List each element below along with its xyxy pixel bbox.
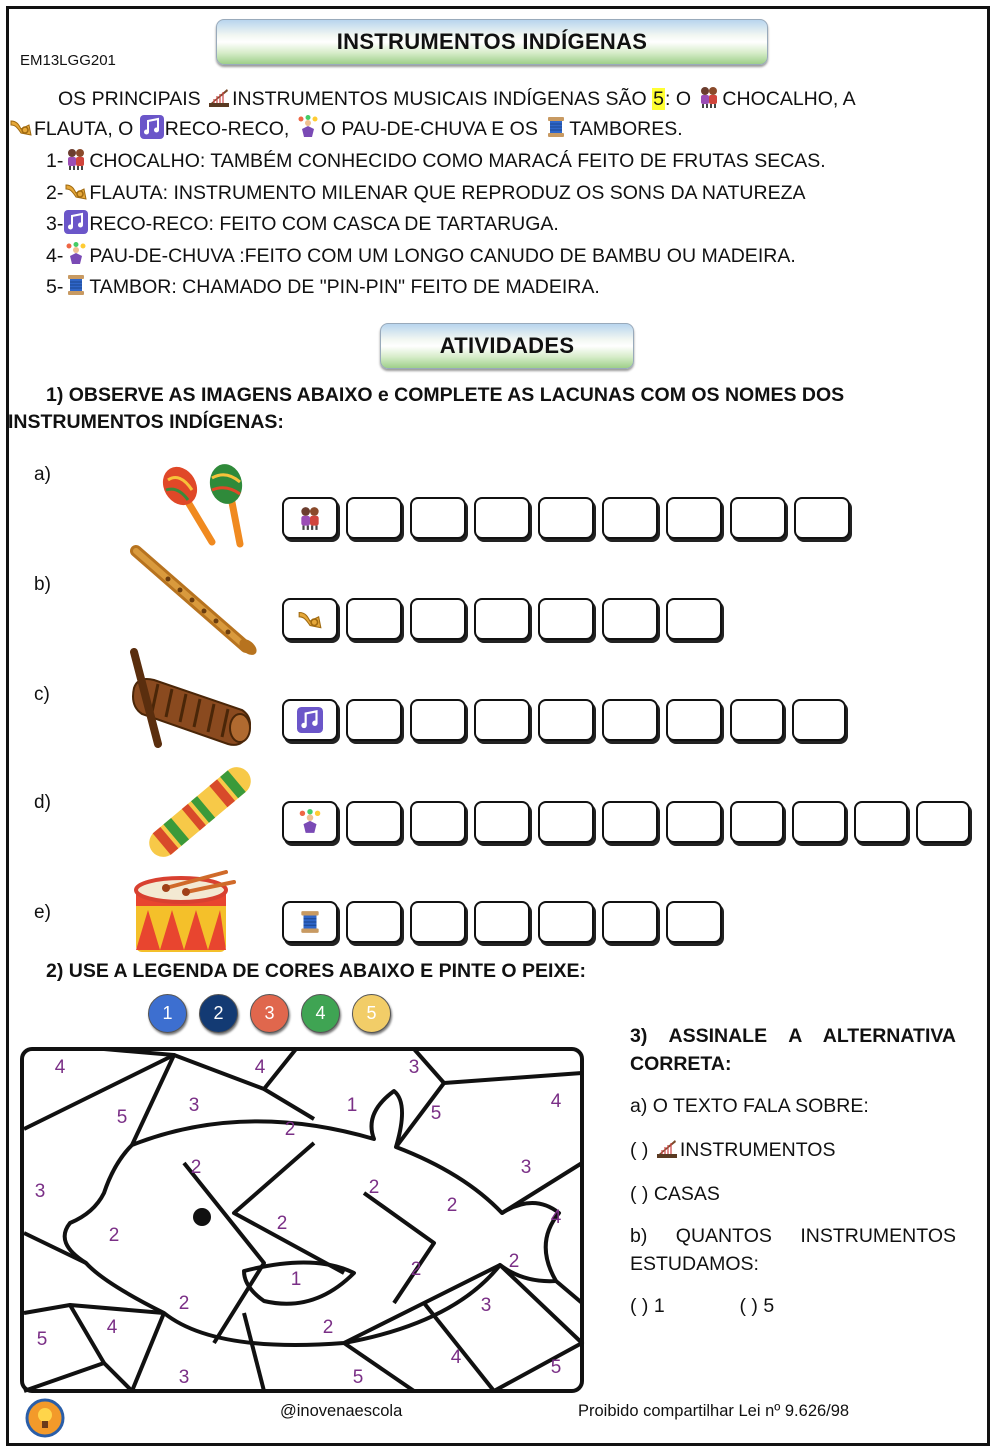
horn-icon [297,606,323,632]
list-number: 1- [46,150,64,172]
question-2: 2) USE A LEGENDA DE CORES ABAIXO E PINTE O PEIXE: [46,960,586,982]
options-b [630,1292,956,1320]
list-number: 2- [46,181,64,204]
fish-number: 5 [36,1329,48,1350]
juggler-icon [296,115,320,139]
list-text: RECO-RECO: FEITO COM CASCA DE TARTARUGA. [89,213,559,235]
intro-text-1a: OS PRINCIPAIS [58,88,207,110]
letter-box[interactable] [346,598,402,640]
curriculum-code: EM13LGG201 [20,52,116,69]
activities-banner [380,323,634,369]
horn-icon [9,115,33,139]
letter-box[interactable] [410,901,466,943]
letter-box[interactable] [666,901,722,943]
music-notes-icon [297,707,323,733]
fish-number: 2 [178,1293,190,1314]
intro-text-2d: TAMBORES. [569,118,683,140]
letter-box[interactable] [730,801,784,843]
hint-box [282,699,338,741]
list-number: 3- [46,213,64,235]
letter-box[interactable] [730,699,784,741]
fish-number: 4 [450,1347,462,1368]
horn-icon [64,179,88,203]
fish-number: 2 [108,1225,120,1246]
question-3a: a) O TEXTO FALA SOBRE: [630,1095,869,1117]
fish-number: 3 [34,1181,46,1202]
intro-text-2b: RECO-RECO, [164,118,295,140]
page-title: INSTRUMENTOS INDÍGENAS [336,29,648,54]
footer-legal: Proibido compartilhar Lei nº 9.626/98 [578,1402,850,1420]
legend-dot-1 [148,994,187,1033]
letter-box[interactable] [410,497,466,539]
juggler-icon [297,809,323,835]
fish-number: 2 [284,1119,296,1140]
instrument-count-highlight: 5 [653,88,664,110]
letter-box[interactable] [602,901,658,943]
letter-box[interactable] [474,598,530,640]
list-text: TAMBOR: CHAMADO DE "PIN-PIN" FEITO DE MADEIRA. [89,276,600,298]
drum-image [130,870,238,958]
question-3b: b) QUANTOS INSTRUMENTOS ESTUDAMOS: [630,1225,956,1275]
letter-box[interactable] [410,699,466,741]
harp-icon [207,85,231,109]
item-d-letter: d) [34,792,51,813]
people-icon [297,505,323,531]
item-c-letter: c) [34,684,50,705]
letter-box[interactable] [666,801,722,843]
letter-box[interactable] [602,801,658,843]
list-item [46,241,826,273]
fish-number: 1 [290,1269,302,1290]
fish-coloring-picture[interactable] [14,1043,586,1395]
letter-box[interactable] [538,699,594,741]
answer-boxes-e [282,901,722,943]
maracas-image [160,462,260,548]
fish-number: 2 [368,1177,380,1198]
fish-number: 3 [188,1095,200,1116]
list-text: CHOCALHO: TAMBÉM CONHECIDO COMO MARACÁ FEITO DE FRUTAS SECAS. [89,150,826,172]
letter-box[interactable] [538,598,594,640]
fish-number: 2 [446,1195,458,1216]
people-icon [697,85,721,109]
letter-box[interactable] [346,901,402,943]
intro-text-1b: INSTRUMENTOS MUSICAIS INDÍGENAS SÃO [232,88,653,110]
option-instruments[interactable] [630,1136,956,1164]
item-b-letter: b) [34,574,51,595]
legend-label: 4 [315,1003,326,1023]
fish-number: 2 [190,1157,202,1178]
letter-box[interactable] [792,699,846,741]
letter-box[interactable] [538,901,594,943]
fish-number: 3 [178,1367,190,1388]
list-number: 5- [46,276,64,298]
hint-box [282,497,338,539]
people-icon [64,147,88,171]
option-paren[interactable]: ( ) [630,1139,649,1161]
answer-boxes-b [282,598,722,640]
fish-number: 1 [346,1095,358,1116]
fish-number: 4 [106,1317,118,1338]
fish-number: 3 [480,1295,492,1316]
fish-number: 3 [408,1057,420,1078]
answer-boxes-c [282,699,846,741]
letter-box[interactable] [666,699,722,741]
fish-number: 4 [550,1207,562,1228]
letter-box[interactable] [730,497,786,539]
legend-label: 3 [264,1003,275,1023]
question-1-line2: INSTRUMENTOS INDÍGENAS: [8,411,284,433]
fish-number: 4 [254,1057,266,1078]
letter-box[interactable] [474,901,530,943]
letter-box[interactable] [854,801,908,843]
intro-text-2a: FLAUTA, O [34,118,139,140]
question-3 [630,1022,956,1320]
letter-box[interactable] [602,497,658,539]
list-number: 4- [46,244,64,267]
fish-number: 4 [550,1091,562,1112]
letter-box[interactable] [794,497,850,539]
letter-box[interactable] [474,699,530,741]
item-a-letter: a) [34,464,51,485]
option-1[interactable]: ( ) 1 [630,1295,665,1317]
page-title-banner [216,19,768,65]
fish-number: 4 [54,1057,66,1078]
list-item [46,146,826,178]
fish-number: 2 [508,1251,520,1272]
list-text: FLAUTA: INSTRUMENTO MILENAR QUE REPRODUZ OS SONS DA NATUREZA [89,181,806,204]
activities-title: ATIVIDADES [439,333,575,358]
option-5[interactable]: ( ) 5 [739,1295,775,1317]
music-notes-icon [64,210,88,234]
letter-box[interactable] [538,801,594,843]
legend-dot-4 [301,994,340,1033]
instrument-list [46,146,826,304]
letter-box[interactable] [602,598,658,640]
fish-number: 5 [116,1107,128,1128]
thread-spool-icon [544,115,568,139]
option-casas[interactable]: ( ) CASAS [630,1183,720,1205]
list-item [46,272,826,304]
list-item [46,209,826,241]
letter-box[interactable] [410,598,466,640]
question-1 [8,382,968,436]
fish-number: 5 [352,1367,364,1388]
music-notes-icon [140,115,164,139]
intro-text-2c: O PAU-DE-CHUVA E OS [320,118,544,140]
hint-box [282,901,338,943]
letter-box[interactable] [916,801,970,843]
legend-dot-2 [199,994,238,1033]
inove-logo [22,1398,68,1438]
hint-box [282,801,338,843]
juggler-icon [64,242,88,266]
letter-box[interactable] [602,699,658,741]
list-text: PAU-DE-CHUVA :FEITO COM UM LONGO CANUDO DE BAMBU OU MADEIRA. [89,244,796,267]
letter-box[interactable] [346,699,402,741]
letter-box[interactable] [666,497,722,539]
legend-dot-3 [250,994,289,1033]
letter-box[interactable] [666,598,722,640]
reco-reco-image [124,648,258,752]
letter-box[interactable] [410,801,466,843]
item-e-letter: e) [34,902,51,923]
legend-label: 2 [213,1003,224,1023]
question-1-line1: 1) OBSERVE AS IMAGENS ABAIXO e COMPLETE AS LACUNAS COM OS NOMES DOS [46,384,845,406]
letter-box[interactable] [346,497,402,539]
answer-boxes-d [282,801,970,843]
intro-text-1d: CHOCALHO, A [722,88,856,110]
footer-handle: @inovenaescola [280,1402,403,1420]
question-3-title: 3) ASSINALE A ALTERNATIVA CORRETA: [630,1025,956,1075]
legend-label: 1 [162,1003,173,1023]
intro-text-1c: : O [664,88,697,110]
fish-number: 5 [430,1103,442,1124]
legend-label: 5 [366,1003,377,1023]
letter-box[interactable] [474,801,530,843]
letter-box[interactable] [792,801,846,843]
letter-box[interactable] [346,801,402,843]
flute-image [126,543,262,659]
fish-number: 2 [276,1213,288,1234]
thread-spool-icon [64,273,88,297]
hint-box [282,598,338,640]
legend-dot-5 [352,994,391,1033]
rain-stick-image [142,762,258,862]
option-label: INSTRUMENTOS [679,1139,836,1161]
thread-spool-icon [297,909,323,935]
letter-box[interactable] [474,497,530,539]
fish-number: 2 [322,1317,334,1338]
color-legend [148,994,391,1033]
intro-paragraph [8,84,968,144]
fish-number: 2 [410,1259,422,1280]
harp-icon [655,1136,679,1160]
letter-box[interactable] [538,497,594,539]
list-item [46,178,826,210]
fish-number: 5 [550,1357,562,1378]
answer-boxes-a [282,497,850,539]
fish-number: 3 [520,1157,532,1178]
